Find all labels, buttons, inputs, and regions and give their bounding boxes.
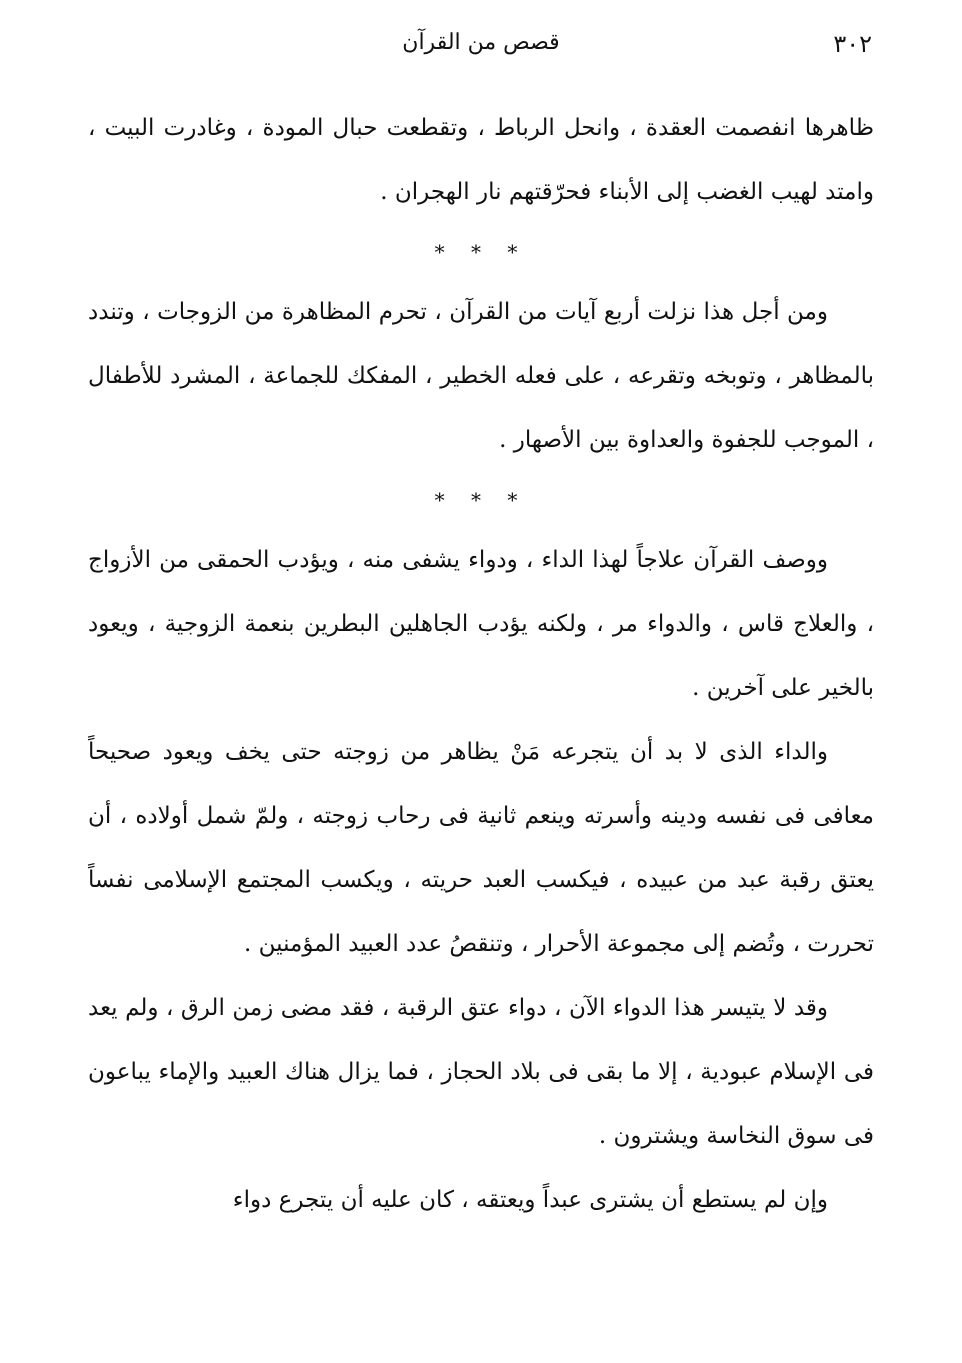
page-number: ٣٠٢ <box>833 30 872 58</box>
running-title: قصص من القرآن <box>402 30 560 55</box>
paragraph-2: ومن أجل هذا نزلت أربع آيات من القرآن ، تحرم المظاهرة من الزوجات ، وتندد بالمظاهر ، وتوبخه وتقرعه ، على فعله الخطير ، المفكك للجماعة ، المشرد للأطفال ، الموجب للجفوة والعداوة بين الأصهار . <box>88 299 874 453</box>
page-body <box>88 96 874 1232</box>
paragraph-5: وقد لا يتيسر هذا الدواء الآن ، دواء عتق الرقبة ، فقد مضى زمن الرق ، ولم يعد فى الإسلام عبودية ، إلا ما بقى فى بلاد الحجاز ، فما يزال هناك العبيد والإماء يباعون فى سوق النخاسة ويشترون . <box>88 995 874 1149</box>
paragraph-1: ظاهرها انفصمت العقدة ، وانحل الرباط ، وتقطعت حبال المودة ، وغادرت البيت ، وامتد لهيب الغضب إلى الأبناء فحرّقتهم نار الهجران . <box>88 115 874 205</box>
paragraph-4: والداء الذى لا بد أن يتجرعه مَنْ يظاهر من زوجته حتى يخف ويعود صحيحاً معافى فى نفسه ودينه وأسرته وينعم ثانية فى رحاب زوجته ، ولمّ شمل أولاده ، أن يعتق رقبة عبد من عبيده ، فيكسب العبد حريته ، ويكسب المجتمع الإسلامى نفساً تحررت ، وتُضم إلى مجموعة الأحرار ، وتنقصُ عدد العبيد المؤمنين . <box>88 739 874 957</box>
section-separator-1: * * * <box>434 240 528 264</box>
paragraph-3: ووصف القرآن علاجاً لهذا الداء ، ودواء يشفى منه ، ويؤدب الحمقى من الأزواج ، والعلاج قاس ، والدواء مر ، ولكنه يؤدب الجاهلين البطرين بنعمة الزوجية ، ويعود بالخير على آخرين . <box>88 547 874 701</box>
section-separator-2: * * * <box>434 488 528 512</box>
paragraph-6: وإن لم يستطع أن يشترى عبداً ويعتقه ، كان عليه أن يتجرع دواء <box>232 1187 828 1213</box>
page-header <box>90 30 872 70</box>
